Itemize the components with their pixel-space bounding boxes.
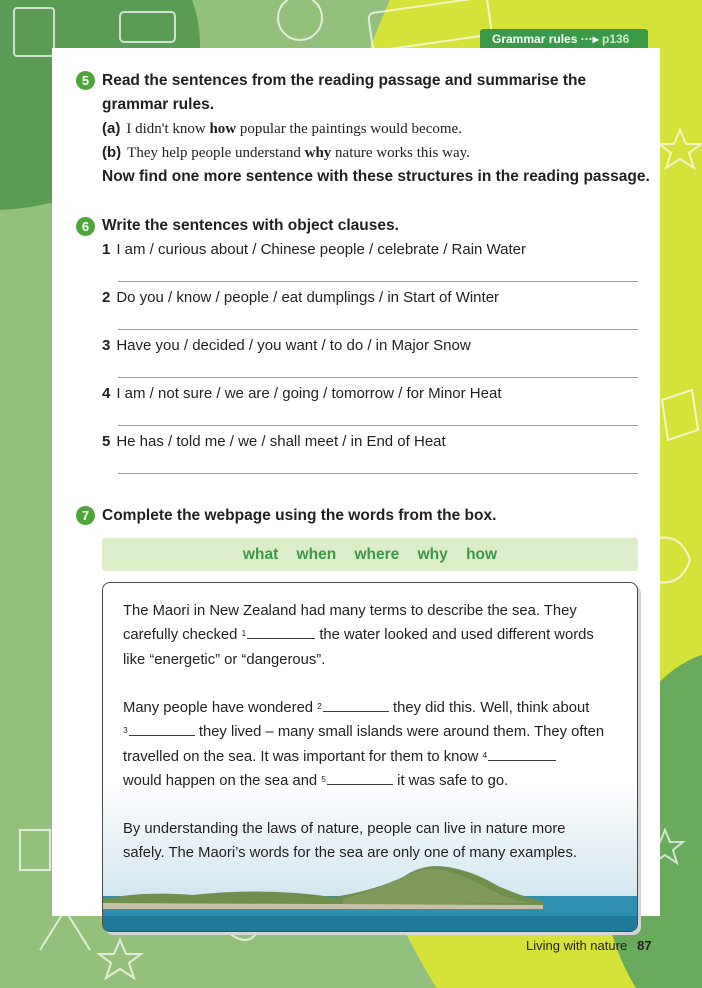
grammar-rules-label: Grammar rules ···▸ <box>492 32 599 46</box>
paragraph-2-line-1: Many people have wondered $^2$ they did this. Well, think about <box>123 696 623 720</box>
exercise-6-number: 6 <box>76 217 95 236</box>
question-bubble-doodle-icon <box>278 0 322 40</box>
example-sentence-a: (a) I didn't know how popular the paintings would become. <box>102 120 462 137</box>
exercise-7-instruction: Complete the webpage using the words from the box. <box>102 507 497 524</box>
answer-line-1[interactable] <box>118 281 638 282</box>
word-option: why <box>417 546 448 563</box>
clipboard-doodle-icon <box>14 8 54 56</box>
footer-section-title: Living with nature <box>526 938 628 953</box>
exercise-5-number: 5 <box>76 71 95 90</box>
paragraph-2-line-3: travelled on the sea. It was important for them to know $^4$ <box>123 745 623 769</box>
blank-2[interactable] <box>323 697 389 712</box>
exercise-6-item: 1 I am / curious about / Chinese people / celebrate / Rain Water <box>102 241 527 258</box>
word-option: what <box>242 546 279 563</box>
star-doodle-icon-3 <box>99 940 141 978</box>
paragraph-1-line-3: like “energetic” or “dangerous”. <box>123 651 326 668</box>
paragraph-2-line-2: $^3$ they lived – many small islands were around them. They often <box>123 720 623 744</box>
paragraph-3 <box>123 817 623 866</box>
blank-4[interactable] <box>488 746 556 761</box>
blank-number: 1 <box>241 628 247 639</box>
paragraph-1 <box>123 599 623 672</box>
exercise-6-item: 5 He has / told me / we / shall meet / in End of Heat <box>102 433 446 450</box>
exercise-6-item: 2 Do you / know / people / eat dumplings / in Start of Winter <box>102 289 500 306</box>
word-option: how <box>466 546 498 563</box>
footer-page-number: 87 <box>637 938 652 953</box>
blank-1[interactable] <box>247 624 315 639</box>
paragraph-1-line-2: carefully checked $^1$ the water looked and used different words <box>123 623 623 647</box>
exercise-7-number: 7 <box>76 506 95 525</box>
answer-line-5[interactable] <box>118 473 638 474</box>
grammar-rules-tag[interactable] <box>480 29 648 49</box>
grammar-rules-page-ref: p136 <box>602 32 630 46</box>
letter-a-doodle-icon <box>40 910 90 950</box>
paragraph-3-line-2: safely. The Maori’s words for the sea are only one of many examples. <box>123 845 577 862</box>
blank-number: 2 <box>317 701 322 711</box>
letter-a-box-doodle-icon <box>20 830 50 870</box>
blank-5[interactable] <box>327 770 393 785</box>
word-option: where <box>354 546 400 563</box>
answer-line-3[interactable] <box>118 377 638 378</box>
exercise-6-item: 3 Have you / decided / you want / to do / in Major Snow <box>102 337 471 354</box>
paragraph-3-line-1: By understanding the laws of nature, people can live in nature more <box>123 821 566 837</box>
paragraph-1-line-1: The Maori in New Zealand had many terms to describe the sea. They <box>123 603 577 619</box>
verb-sign-doodle-icon <box>368 0 492 51</box>
star-doodle-icon <box>659 130 701 168</box>
blank-3[interactable] <box>129 721 195 736</box>
exercise-5-task: Now find one more sentence with these structures in the reading passage. <box>102 168 650 185</box>
exercise-6-item: 4 I am / not sure / we are / going / tomorrow / for Minor Heat <box>102 385 502 402</box>
word-option: when <box>296 546 337 563</box>
exercise-5-instruction-line-2: grammar rules. <box>102 96 214 113</box>
blank-number: 3 <box>123 725 128 736</box>
page-footer <box>526 938 652 953</box>
webpage-panel <box>102 582 638 932</box>
answer-line-4[interactable] <box>118 425 638 426</box>
diary-doodle-icon <box>662 390 698 440</box>
books-doodle-icon <box>120 12 175 42</box>
paragraph-2-line-4: would happen on the sea and $^5$ it was safe to go. <box>123 769 623 793</box>
example-sentence-b: (b) They help people understand why nature works this way. <box>102 144 470 161</box>
answer-line-2[interactable] <box>118 329 638 330</box>
exercise-5-instruction-line-1: Read the sentences from the reading passage and summarise the <box>102 72 587 89</box>
exercise-6-instruction: Write the sentences with object clauses. <box>102 217 399 234</box>
word-box <box>102 538 638 571</box>
blank-number: 5 <box>321 773 327 784</box>
blank-number: 4 <box>482 749 488 760</box>
paragraph-2 <box>123 696 623 793</box>
